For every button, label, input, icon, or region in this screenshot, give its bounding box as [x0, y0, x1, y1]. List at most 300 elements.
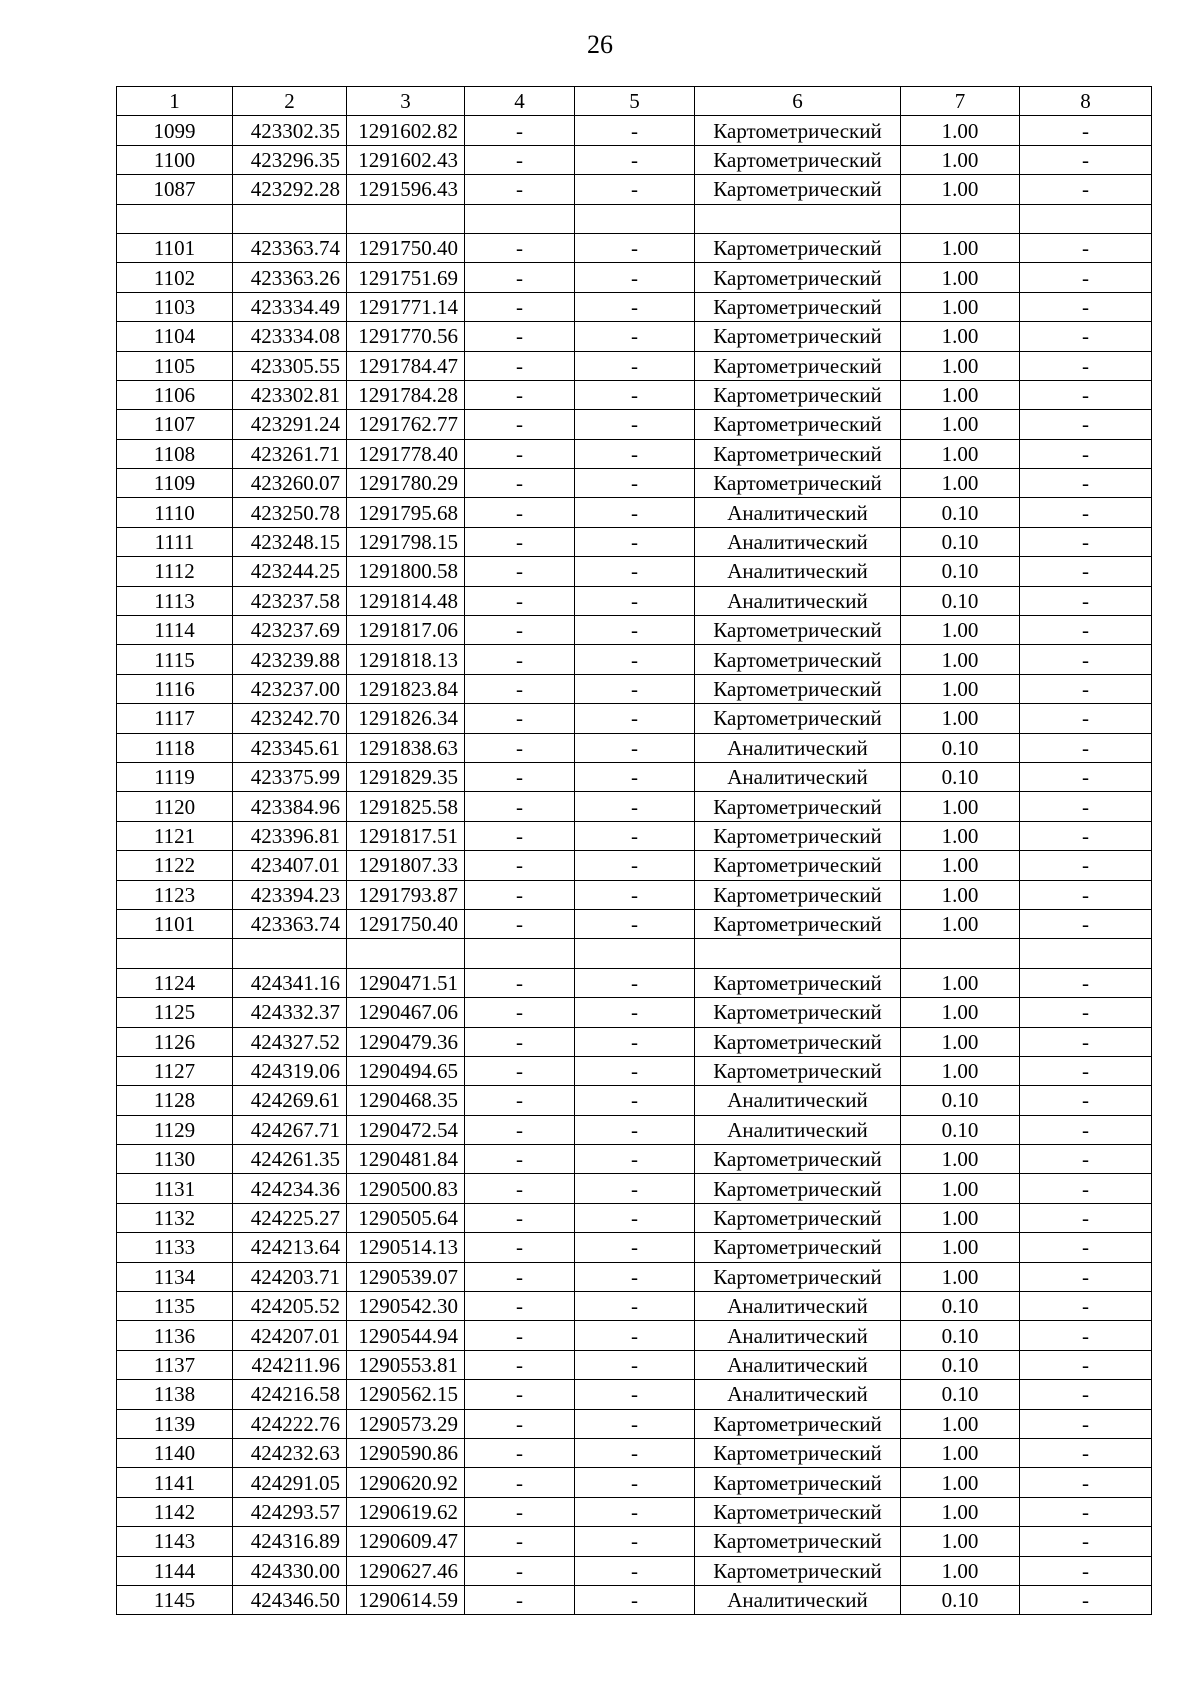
method-cell: Аналитический	[695, 1086, 901, 1115]
point-number-cell: 1113	[117, 586, 233, 615]
accuracy-cell: 1.00	[901, 1203, 1020, 1232]
col4-value-cell: -	[465, 469, 575, 498]
method-cell: Картометрический	[695, 851, 901, 880]
method-cell: Картометрический	[695, 616, 901, 645]
accuracy-cell: 0.10	[901, 1292, 1020, 1321]
x-coordinate-cell: 423250.78	[233, 498, 347, 527]
col8-value-cell: -	[1020, 880, 1152, 909]
table-row	[117, 469, 1152, 498]
col8-value-cell: -	[1020, 1350, 1152, 1379]
col8-value-cell: -	[1020, 1056, 1152, 1085]
col4-value-cell: -	[465, 233, 575, 262]
y-coordinate-cell: 1291751.69	[347, 263, 465, 292]
table-row	[117, 968, 1152, 997]
x-coordinate-cell: 424225.27	[233, 1203, 347, 1232]
x-coordinate-cell: 424232.63	[233, 1438, 347, 1467]
col4-value-cell: -	[465, 410, 575, 439]
table-header-row	[117, 87, 1152, 116]
accuracy-cell: 0.10	[901, 733, 1020, 762]
point-number-cell: 1139	[117, 1409, 233, 1438]
method-cell: Картометрический	[695, 1527, 901, 1556]
method-cell: Картометрический	[695, 645, 901, 674]
col8-value-cell: -	[1020, 1233, 1152, 1262]
col8-value-cell: -	[1020, 792, 1152, 821]
col5-value-cell: -	[575, 439, 695, 468]
accuracy-cell: 1.00	[901, 410, 1020, 439]
method-cell: Картометрический	[695, 233, 901, 262]
table-row	[117, 1292, 1152, 1321]
col8-value-cell: -	[1020, 1438, 1152, 1467]
y-coordinate-cell: 1290590.86	[347, 1438, 465, 1467]
y-coordinate-cell: 1291778.40	[347, 439, 465, 468]
x-coordinate-cell: 424330.00	[233, 1556, 347, 1585]
y-coordinate-cell	[347, 204, 465, 233]
method-cell: Картометрический	[695, 909, 901, 938]
col4-value-cell: -	[465, 1086, 575, 1115]
y-coordinate-cell: 1290619.62	[347, 1497, 465, 1526]
table-row	[117, 851, 1152, 880]
y-coordinate-cell: 1290479.36	[347, 1027, 465, 1056]
col5-value-cell: -	[575, 821, 695, 850]
x-coordinate-cell: 423237.00	[233, 674, 347, 703]
col5-value-cell: -	[575, 909, 695, 938]
x-coordinate-cell: 424211.96	[233, 1350, 347, 1379]
x-coordinate-cell: 423305.55	[233, 351, 347, 380]
accuracy-cell: 1.00	[901, 292, 1020, 321]
accuracy-cell: 0.10	[901, 498, 1020, 527]
col4-value-cell: -	[465, 674, 575, 703]
col8-value-cell: -	[1020, 1145, 1152, 1174]
y-coordinate-cell: 1291762.77	[347, 410, 465, 439]
col4-value-cell: -	[465, 851, 575, 880]
col8-value-cell: -	[1020, 762, 1152, 791]
x-coordinate-cell: 423296.35	[233, 145, 347, 174]
y-coordinate-cell: 1290514.13	[347, 1233, 465, 1262]
col4-value-cell: -	[465, 968, 575, 997]
table-row	[117, 145, 1152, 174]
col4-value-cell: -	[465, 498, 575, 527]
x-coordinate-cell: 424203.71	[233, 1262, 347, 1291]
col8-value-cell: -	[1020, 145, 1152, 174]
col8-value-cell: -	[1020, 586, 1152, 615]
x-coordinate-cell: 424327.52	[233, 1027, 347, 1056]
x-coordinate-cell	[233, 939, 347, 968]
col5-value-cell: -	[575, 1585, 695, 1614]
method-cell: Картометрический	[695, 1468, 901, 1497]
x-coordinate-cell: 424213.64	[233, 1233, 347, 1262]
col4-value-cell: -	[465, 792, 575, 821]
x-coordinate-cell: 423396.81	[233, 821, 347, 850]
col8-value-cell: -	[1020, 116, 1152, 145]
col5-value-cell: -	[575, 1497, 695, 1526]
table-row	[117, 1497, 1152, 1526]
col8-value-cell: -	[1020, 1086, 1152, 1115]
accuracy-cell	[901, 204, 1020, 233]
point-number-cell: 1129	[117, 1115, 233, 1144]
col4-value-cell: -	[465, 1468, 575, 1497]
separator-row	[117, 939, 1152, 968]
accuracy-cell: 0.10	[901, 1321, 1020, 1350]
x-coordinate-cell	[233, 204, 347, 233]
accuracy-cell: 1.00	[901, 1174, 1020, 1203]
method-cell: Картометрический	[695, 1262, 901, 1291]
x-coordinate-cell: 424316.89	[233, 1527, 347, 1556]
x-coordinate-cell: 424319.06	[233, 1056, 347, 1085]
col5-value-cell: -	[575, 292, 695, 321]
point-number-cell: 1121	[117, 821, 233, 850]
col5-value-cell: -	[575, 1527, 695, 1556]
accuracy-cell: 0.10	[901, 1350, 1020, 1379]
col4-value-cell: -	[465, 322, 575, 351]
method-cell: Картометрический	[695, 116, 901, 145]
method-cell: Аналитический	[695, 1321, 901, 1350]
y-coordinate-cell: 1290542.30	[347, 1292, 465, 1321]
accuracy-cell: 0.10	[901, 1380, 1020, 1409]
col5-value-cell: -	[575, 557, 695, 586]
table-row	[117, 1527, 1152, 1556]
table-row	[117, 821, 1152, 850]
col8-value-cell: -	[1020, 351, 1152, 380]
col5-value-cell: -	[575, 968, 695, 997]
y-coordinate-cell: 1290609.47	[347, 1527, 465, 1556]
accuracy-cell: 0.10	[901, 586, 1020, 615]
point-number-cell	[117, 939, 233, 968]
method-cell: Картометрический	[695, 880, 901, 909]
point-number-cell	[117, 204, 233, 233]
x-coordinate-cell: 424222.76	[233, 1409, 347, 1438]
table-row	[117, 1321, 1152, 1350]
point-number-cell: 1145	[117, 1585, 233, 1614]
point-number-cell: 1134	[117, 1262, 233, 1291]
col5-value-cell: -	[575, 792, 695, 821]
accuracy-cell: 0.10	[901, 1115, 1020, 1144]
x-coordinate-cell: 424291.05	[233, 1468, 347, 1497]
col8-value-cell: -	[1020, 410, 1152, 439]
col4-value-cell: -	[465, 733, 575, 762]
y-coordinate-cell: 1290562.15	[347, 1380, 465, 1409]
col4-value-cell: -	[465, 175, 575, 204]
col5-value-cell: -	[575, 1438, 695, 1467]
accuracy-cell: 1.00	[901, 145, 1020, 174]
col5-value-cell: -	[575, 1409, 695, 1438]
col4-value-cell: -	[465, 557, 575, 586]
col4-value-cell: -	[465, 1233, 575, 1262]
col5-value-cell: -	[575, 733, 695, 762]
y-coordinate-cell: 1291826.34	[347, 704, 465, 733]
col8-value-cell: -	[1020, 469, 1152, 498]
method-cell: Картометрический	[695, 674, 901, 703]
col5-value-cell: -	[575, 322, 695, 351]
col8-value-cell: -	[1020, 1027, 1152, 1056]
table-row	[117, 762, 1152, 791]
table-row	[117, 1233, 1152, 1262]
point-number-cell: 1133	[117, 1233, 233, 1262]
method-cell: Картометрический	[695, 998, 901, 1027]
method-cell: Картометрический	[695, 704, 901, 733]
accuracy-cell: 1.00	[901, 1438, 1020, 1467]
col8-value-cell: -	[1020, 1115, 1152, 1144]
col5-value-cell: -	[575, 616, 695, 645]
accuracy-cell: 1.00	[901, 1262, 1020, 1291]
y-coordinate-cell	[347, 939, 465, 968]
accuracy-cell: 1.00	[901, 704, 1020, 733]
accuracy-cell: 1.00	[901, 1527, 1020, 1556]
col4-value-cell: -	[465, 762, 575, 791]
col8-value-cell: -	[1020, 439, 1152, 468]
method-cell: Аналитический	[695, 527, 901, 556]
col5-value-cell: -	[575, 1262, 695, 1291]
x-coordinate-cell: 423384.96	[233, 792, 347, 821]
y-coordinate-cell: 1291798.15	[347, 527, 465, 556]
point-number-cell: 1119	[117, 762, 233, 791]
y-coordinate-cell: 1290627.46	[347, 1556, 465, 1585]
y-coordinate-cell: 1290481.84	[347, 1145, 465, 1174]
point-number-cell: 1108	[117, 439, 233, 468]
x-coordinate-cell: 424267.71	[233, 1115, 347, 1144]
table-row	[117, 1203, 1152, 1232]
x-coordinate-cell: 424205.52	[233, 1292, 347, 1321]
y-coordinate-cell: 1291780.29	[347, 469, 465, 498]
col4-value-cell: -	[465, 380, 575, 409]
method-cell: Картометрический	[695, 469, 901, 498]
x-coordinate-cell: 423363.74	[233, 909, 347, 938]
point-number-cell: 1101	[117, 909, 233, 938]
col8-value-cell: -	[1020, 1174, 1152, 1203]
table-row	[117, 351, 1152, 380]
point-number-cell: 1143	[117, 1527, 233, 1556]
method-cell	[695, 939, 901, 968]
method-cell: Картометрический	[695, 1056, 901, 1085]
col5-value-cell: -	[575, 351, 695, 380]
column-header: 2	[233, 87, 347, 116]
column-header: 8	[1020, 87, 1152, 116]
x-coordinate-cell: 423394.23	[233, 880, 347, 909]
method-cell: Аналитический	[695, 498, 901, 527]
col4-value-cell	[465, 204, 575, 233]
col4-value-cell: -	[465, 1203, 575, 1232]
col5-value-cell: -	[575, 116, 695, 145]
x-coordinate-cell: 423291.24	[233, 410, 347, 439]
x-coordinate-cell: 423363.74	[233, 233, 347, 262]
table-row	[117, 380, 1152, 409]
table-row	[117, 527, 1152, 556]
col8-value-cell: -	[1020, 909, 1152, 938]
point-number-cell: 1125	[117, 998, 233, 1027]
col5-value-cell: -	[575, 1350, 695, 1379]
accuracy-cell: 0.10	[901, 762, 1020, 791]
method-cell: Картометрический	[695, 1027, 901, 1056]
method-cell: Картометрический	[695, 145, 901, 174]
point-number-cell: 1109	[117, 469, 233, 498]
table-row	[117, 1145, 1152, 1174]
y-coordinate-cell: 1290539.07	[347, 1262, 465, 1291]
accuracy-cell: 1.00	[901, 645, 1020, 674]
table-row	[117, 1350, 1152, 1379]
accuracy-cell: 0.10	[901, 1585, 1020, 1614]
col5-value-cell: -	[575, 263, 695, 292]
col4-value-cell: -	[465, 1174, 575, 1203]
point-number-cell: 1127	[117, 1056, 233, 1085]
col8-value-cell	[1020, 939, 1152, 968]
accuracy-cell: 1.00	[901, 1409, 1020, 1438]
method-cell: Картометрический	[695, 821, 901, 850]
col4-value-cell: -	[465, 1321, 575, 1350]
point-number-cell: 1137	[117, 1350, 233, 1379]
y-coordinate-cell: 1291795.68	[347, 498, 465, 527]
accuracy-cell: 1.00	[901, 116, 1020, 145]
x-coordinate-cell: 424269.61	[233, 1086, 347, 1115]
table-row	[117, 1409, 1152, 1438]
y-coordinate-cell: 1290467.06	[347, 998, 465, 1027]
method-cell: Картометрический	[695, 322, 901, 351]
table-row	[117, 733, 1152, 762]
y-coordinate-cell: 1291602.43	[347, 145, 465, 174]
col5-value-cell: -	[575, 998, 695, 1027]
method-cell: Аналитический	[695, 1292, 901, 1321]
x-coordinate-cell: 423237.58	[233, 586, 347, 615]
accuracy-cell: 1.00	[901, 1468, 1020, 1497]
col4-value-cell: -	[465, 1585, 575, 1614]
col8-value-cell: -	[1020, 263, 1152, 292]
table-row	[117, 1174, 1152, 1203]
col4-value-cell: -	[465, 586, 575, 615]
col8-value-cell: -	[1020, 1527, 1152, 1556]
point-number-cell: 1140	[117, 1438, 233, 1467]
x-coordinate-cell: 424207.01	[233, 1321, 347, 1350]
x-coordinate-cell: 423302.35	[233, 116, 347, 145]
x-coordinate-cell: 424332.37	[233, 998, 347, 1027]
x-coordinate-cell: 423261.71	[233, 439, 347, 468]
method-cell: Картометрический	[695, 292, 901, 321]
col8-value-cell: -	[1020, 704, 1152, 733]
col5-value-cell: -	[575, 1556, 695, 1585]
col8-value-cell: -	[1020, 1292, 1152, 1321]
y-coordinate-cell: 1290573.29	[347, 1409, 465, 1438]
accuracy-cell: 1.00	[901, 233, 1020, 262]
x-coordinate-cell: 424216.58	[233, 1380, 347, 1409]
accuracy-cell: 1.00	[901, 351, 1020, 380]
x-coordinate-cell: 424341.16	[233, 968, 347, 997]
col8-value-cell: -	[1020, 527, 1152, 556]
y-coordinate-cell: 1290468.35	[347, 1086, 465, 1115]
y-coordinate-cell: 1290614.59	[347, 1585, 465, 1614]
table-row	[117, 263, 1152, 292]
method-cell: Картометрический	[695, 1145, 901, 1174]
table-row	[117, 498, 1152, 527]
col5-value-cell: -	[575, 1292, 695, 1321]
col4-value-cell: -	[465, 527, 575, 556]
point-number-cell: 1099	[117, 116, 233, 145]
col5-value-cell	[575, 939, 695, 968]
col5-value-cell: -	[575, 527, 695, 556]
y-coordinate-cell: 1291829.35	[347, 762, 465, 791]
point-number-cell: 1117	[117, 704, 233, 733]
method-cell: Аналитический	[695, 1115, 901, 1144]
col4-value-cell: -	[465, 1115, 575, 1144]
accuracy-cell: 0.10	[901, 557, 1020, 586]
col5-value-cell: -	[575, 880, 695, 909]
x-coordinate-cell: 423302.81	[233, 380, 347, 409]
method-cell: Картометрический	[695, 792, 901, 821]
column-header: 1	[117, 87, 233, 116]
point-number-cell: 1102	[117, 263, 233, 292]
x-coordinate-cell: 423375.99	[233, 762, 347, 791]
y-coordinate-cell: 1291596.43	[347, 175, 465, 204]
y-coordinate-cell: 1290505.64	[347, 1203, 465, 1232]
point-number-cell: 1103	[117, 292, 233, 321]
x-coordinate-cell: 424346.50	[233, 1585, 347, 1614]
point-number-cell: 1106	[117, 380, 233, 409]
method-cell: Картометрический	[695, 380, 901, 409]
col5-value-cell: -	[575, 175, 695, 204]
col8-value-cell: -	[1020, 1203, 1152, 1232]
accuracy-cell: 1.00	[901, 175, 1020, 204]
y-coordinate-cell: 1291818.13	[347, 645, 465, 674]
table-row	[117, 1115, 1152, 1144]
col5-value-cell: -	[575, 1086, 695, 1115]
method-cell: Картометрический	[695, 1556, 901, 1585]
point-number-cell: 1115	[117, 645, 233, 674]
accuracy-cell: 1.00	[901, 1027, 1020, 1056]
col4-value-cell: -	[465, 292, 575, 321]
table-row	[117, 1262, 1152, 1291]
y-coordinate-cell: 1291602.82	[347, 116, 465, 145]
col4-value-cell: -	[465, 616, 575, 645]
col4-value-cell: -	[465, 1350, 575, 1379]
col8-value-cell: -	[1020, 380, 1152, 409]
col8-value-cell: -	[1020, 498, 1152, 527]
col4-value-cell: -	[465, 1527, 575, 1556]
col8-value-cell: -	[1020, 1468, 1152, 1497]
table-row	[117, 1556, 1152, 1585]
col8-value-cell: -	[1020, 968, 1152, 997]
y-coordinate-cell: 1291814.48	[347, 586, 465, 615]
y-coordinate-cell: 1290620.92	[347, 1468, 465, 1497]
accuracy-cell: 1.00	[901, 1056, 1020, 1085]
col5-value-cell: -	[575, 1321, 695, 1350]
col8-value-cell: -	[1020, 1585, 1152, 1614]
table-row	[117, 1468, 1152, 1497]
col4-value-cell: -	[465, 880, 575, 909]
table-row	[117, 909, 1152, 938]
col5-value-cell: -	[575, 498, 695, 527]
coordinates-table	[116, 86, 1152, 1615]
table-row	[117, 116, 1152, 145]
point-number-cell: 1123	[117, 880, 233, 909]
table-row	[117, 1380, 1152, 1409]
method-cell: Картометрический	[695, 439, 901, 468]
y-coordinate-cell: 1290544.94	[347, 1321, 465, 1350]
col4-value-cell: -	[465, 909, 575, 938]
accuracy-cell: 1.00	[901, 616, 1020, 645]
point-number-cell: 1101	[117, 233, 233, 262]
x-coordinate-cell: 423334.08	[233, 322, 347, 351]
x-coordinate-cell: 423248.15	[233, 527, 347, 556]
accuracy-cell: 1.00	[901, 1145, 1020, 1174]
col8-value-cell: -	[1020, 1321, 1152, 1350]
point-number-cell: 1128	[117, 1086, 233, 1115]
y-coordinate-cell: 1291784.47	[347, 351, 465, 380]
col5-value-cell: -	[575, 233, 695, 262]
page-number: 26	[587, 30, 613, 59]
col4-value-cell: -	[465, 704, 575, 733]
accuracy-cell: 1.00	[901, 1556, 1020, 1585]
accuracy-cell: 1.00	[901, 998, 1020, 1027]
point-number-cell: 1116	[117, 674, 233, 703]
separator-row	[117, 204, 1152, 233]
x-coordinate-cell: 424261.35	[233, 1145, 347, 1174]
point-number-cell: 1144	[117, 1556, 233, 1585]
